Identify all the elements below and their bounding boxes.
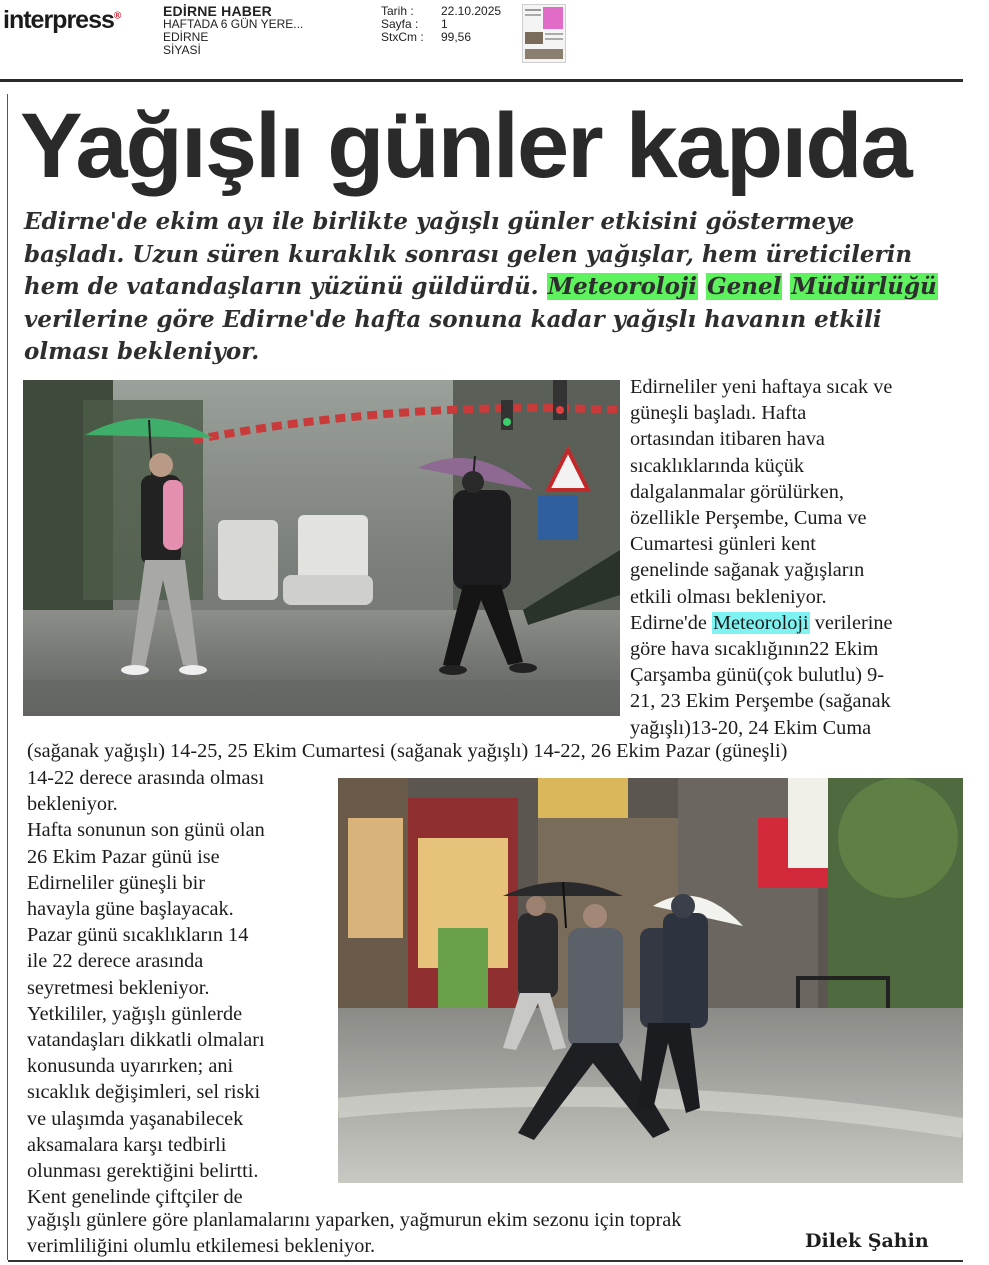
lead-text: Edirne'de ekim ayı ile birlikte yağışlı günler etkisini göstermeye başladı. Uzun süren kuraklık sonrası gelen yağışlar, hem üreticilerin hem de vatandaşların yüzünü güldürdü.: [24, 208, 913, 300]
publication-category: SİYASİ: [163, 43, 201, 57]
article-lead: [24, 206, 954, 369]
article-byline: Dilek Şahin: [805, 1230, 929, 1252]
body-line: özellikle Perşembe, Cuma ve: [630, 507, 867, 530]
body-line: aksamalara karşı tedbirli: [27, 1133, 227, 1156]
body-line: 26 Ekim Pazar günü ise: [27, 845, 220, 868]
article-headline: Yağışlı günler kapıda: [20, 95, 911, 197]
stxcm-label: StxCm :: [381, 30, 424, 44]
interpress-logo: [3, 6, 120, 35]
body-line: genelinde sağanak yağışların: [630, 559, 865, 582]
stxcm-row: [381, 31, 501, 44]
date-label: Tarih :: [381, 4, 414, 18]
publication-info: [163, 5, 303, 57]
body-line: Edirneliler güneşli bir: [27, 871, 205, 894]
highlight-meteoroloji: Meteoroloji: [547, 273, 697, 300]
thumbnail-photo: [525, 49, 563, 59]
body-line: ve ulaşımda yaşanabilecek: [27, 1107, 244, 1130]
highlight-genel: Genel: [707, 273, 782, 300]
body-line: Yetkililer, yağışlı günlerde: [27, 1002, 243, 1025]
top-divider: [0, 79, 963, 82]
body-column-left: [27, 765, 332, 1210]
body-line: bekleniyor.: [27, 793, 118, 816]
thumbnail-line: [525, 9, 541, 11]
bottom-divider: [8, 1260, 963, 1262]
body-line: konusunda uyarırken; ani: [27, 1055, 234, 1078]
publication-name: EDİRNE HABER: [163, 3, 272, 19]
thumbnail-line: [545, 38, 563, 40]
body-line: Çarşamba günü(çok bulutlu) 9-: [630, 664, 885, 687]
thumbnail-line: [525, 14, 541, 16]
body-line: verimliliğini olumlu etkilemesi bekleniyor.: [27, 1235, 376, 1258]
body-line: 14-22 derece arasında olması: [27, 767, 265, 789]
logo-text: interpress: [3, 6, 114, 34]
stxcm-value: 99,56: [441, 30, 472, 44]
body-text: Edirne'de: [630, 611, 712, 634]
body-line: 21, 23 Ekim Perşembe (sağanak: [630, 690, 891, 713]
photo-2-illustration: [338, 778, 963, 1183]
body-line: sıcaklıklarında küçük: [630, 454, 805, 477]
body-line: Cumartesi günleri kent: [630, 533, 816, 556]
photo-1-illustration: [23, 380, 620, 716]
page-value: 1: [441, 17, 448, 31]
body-line: seyretmesi bekleniyor.: [27, 976, 210, 999]
highlight-meteoroloji-body: Meteoroloji: [712, 611, 809, 634]
body-tail: [27, 1207, 867, 1259]
page-label: Sayfa :: [381, 17, 419, 31]
body-line-full-width: (sağanak yağışlı) 14-25, 25 Ekim Cumartesi (sağanak yağışlı) 14-22, 26 Ekim Pazar (güneşli): [27, 740, 788, 762]
publication-city: EDİRNE: [163, 30, 209, 44]
body-line: güneşli başladı. Hafta: [630, 402, 807, 425]
body-line: Pazar günü sıcaklıkların 14: [27, 924, 249, 947]
page-thumbnail[interactable]: [522, 4, 566, 63]
thumbnail-photo: [525, 32, 543, 44]
registered-mark: ®: [113, 10, 121, 22]
body-line: Edirneliler yeni haftaya sıcak ve: [630, 376, 893, 398]
photo-rainy-street-crossing: [23, 380, 620, 716]
thumbnail-line: [545, 33, 563, 35]
body-line: ile 22 derece arasında: [27, 950, 204, 973]
body-line: yağışlı)13-20, 24 Ekim Cuma: [630, 716, 872, 739]
body-line: dalgalanmalar görülürken,: [630, 480, 844, 503]
body-text: verilerine: [809, 611, 893, 634]
lead-space: [698, 273, 706, 300]
thumbnail-pink-block: [543, 7, 563, 29]
date-value: 22.10.2025: [441, 4, 502, 18]
clipping-meta: [381, 5, 501, 44]
body-line: göre hava sıcaklığının22 Ekim: [630, 638, 879, 661]
body-line: Kent genelinde çiftçiler de: [27, 1186, 243, 1209]
body-line: olunması gerektiğini belirtti.: [27, 1160, 259, 1183]
body-column-right: [630, 374, 965, 741]
publication-frequency: HAFTADA 6 GÜN YERE...: [163, 17, 304, 31]
lead-text-end: verilerine göre Edirne'de hafta sonuna kadar yağışlı havanın etkili olması bekleniyor.: [24, 305, 882, 365]
body-line: etkili olması bekleniyor.: [630, 585, 827, 608]
body-line: vatandaşları dikkatli olmaları: [27, 1029, 265, 1052]
highlight-mudurlugu: Müdürlüğü: [791, 273, 937, 300]
body-line: havayla güne başlayacak.: [27, 898, 234, 921]
body-line-meteoroloji: [630, 610, 965, 636]
body-line: ortasından itibaren hava: [630, 428, 825, 451]
left-divider: [7, 94, 8, 1260]
body-line: Hafta sonunun son günü olan: [27, 819, 265, 842]
body-line: sıcaklık değişimleri, sel riski: [27, 1081, 261, 1104]
photo-rainy-pedestrian-street: [338, 778, 963, 1183]
body-line: yağışlı günlere göre planlamalarını yaparken, yağmurun ekim sezonu için toprak: [27, 1209, 682, 1231]
